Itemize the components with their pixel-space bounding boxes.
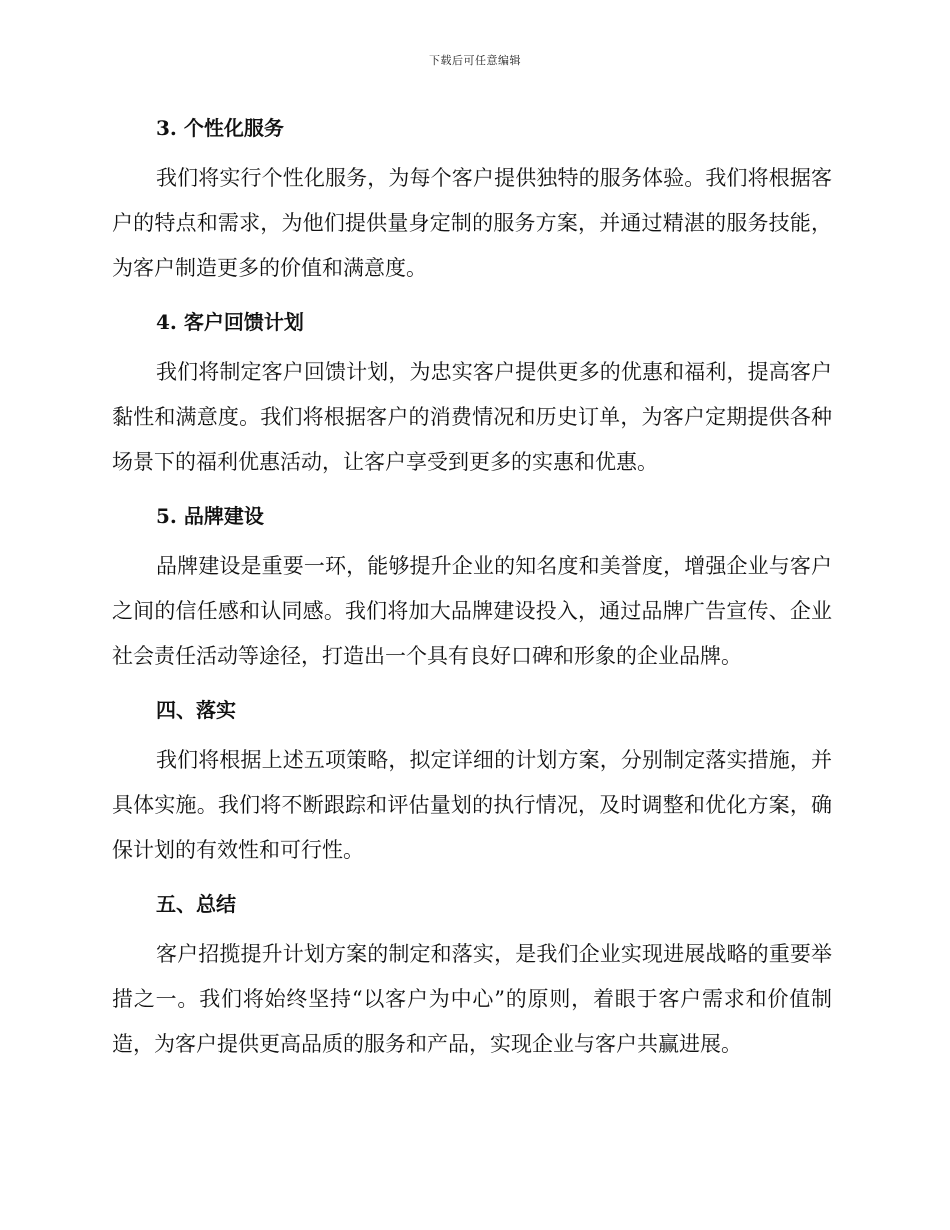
section-paragraph: 客户招揽提升计划方案的制定和落实，是我们企业实现进展战略的重要举措之一。我们将始终坚持“以客户为中心”的原则，着眼于客户需求和价值制造，为客户提供更高品质的服务和产品，实现企业与客户共赢进展。 bbox=[112, 942, 832, 1056]
section-paragraph: 我们将根据上述五项策略，拟定详细的计划方案，分别制定落实措施，并具体实施。我们将不断跟踪和评估量划的执行情况，及时调整和优化方案，确保计划的有效性和可行性。 bbox=[112, 748, 832, 862]
page-header: 下载后可任意编辑 bbox=[429, 54, 521, 67]
section-brand-building bbox=[112, 496, 832, 679]
section-paragraph: 我们将实行个性化服务，为每个客户提供独特的服务体验。我们将根据客户的特点和需求，为他们提供量身定制的服务方案，并通过精湛的服务技能，为客户制造更多的价值和满意度。 bbox=[112, 166, 832, 280]
section-paragraph: 我们将制定客户回馈计划，为忠实客户提供更多的优惠和福利，提高客户黏性和满意度。我们将根据客户的消费情况和历史订单，为客户定期提供各种场景下的福利优惠活动，让客户享受到更多的实惠和优惠。 bbox=[112, 360, 832, 474]
section-paragraph: 品牌建设是重要一环，能够提升企业的知名度和美誉度，增强企业与客户之间的信任感和认同感。我们将加大品牌建设投入，通过品牌广告宣传、企业社会责任活动等途径，打造出一个具有良好口碑和形象的企业品牌。 bbox=[112, 554, 832, 668]
document-body bbox=[112, 108, 832, 1078]
section-heading: 3. 个性化服务 bbox=[156, 116, 284, 140]
section-implementation bbox=[112, 690, 832, 873]
section-heading: 4. 客户回馈计划 bbox=[156, 310, 304, 334]
section-heading: 5. 品牌建设 bbox=[156, 504, 264, 528]
section-personalized-service bbox=[112, 108, 832, 291]
section-customer-feedback-plan bbox=[112, 302, 832, 485]
section-summary bbox=[112, 884, 832, 1067]
section-heading: 四、落实 bbox=[156, 698, 236, 722]
section-heading: 五、总结 bbox=[156, 892, 236, 916]
